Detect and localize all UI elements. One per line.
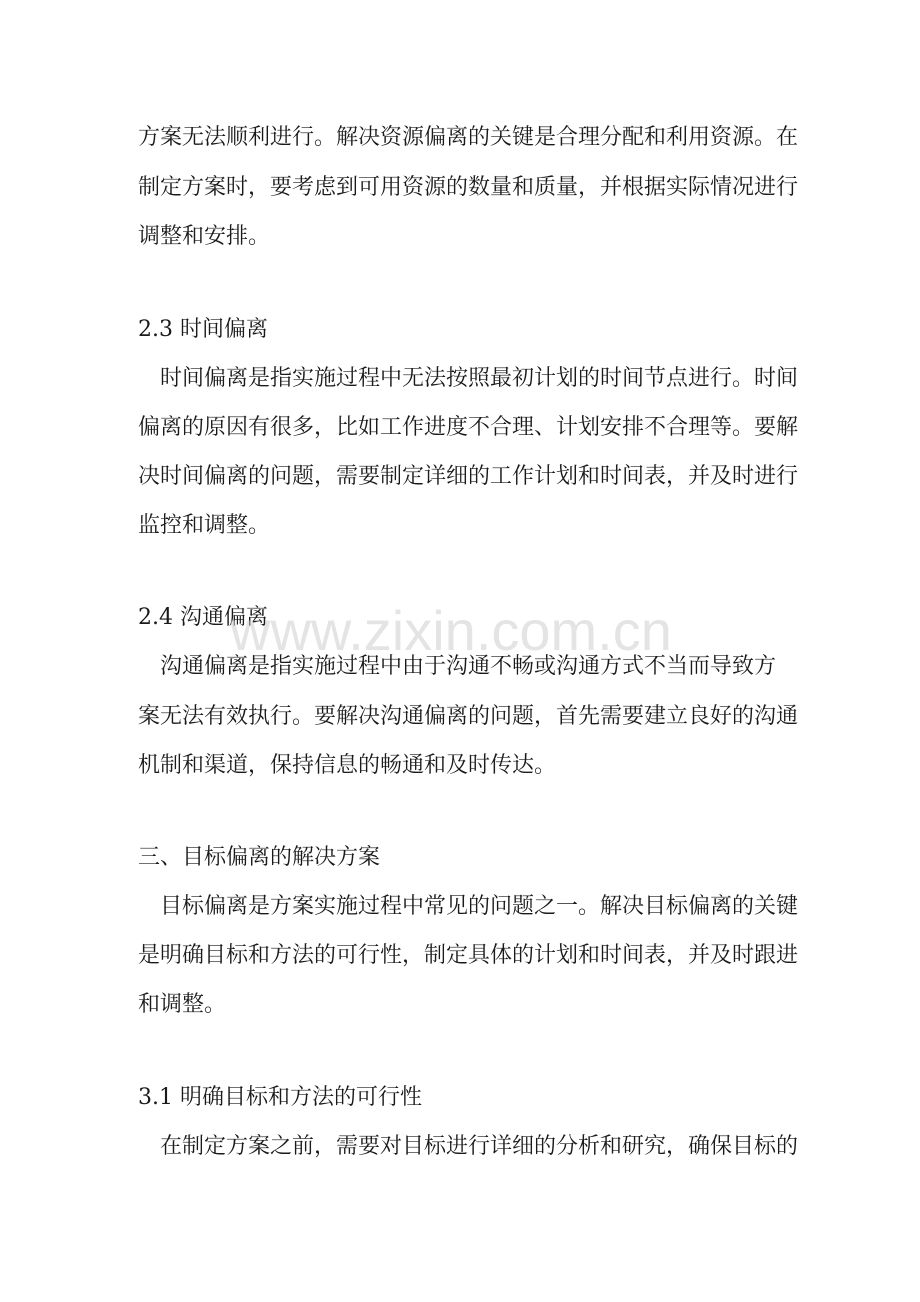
paragraph-line: 决时间偏离的问题，需要制定详细的工作计划和时间表，并及时进行 xyxy=(138,464,799,489)
paragraph-line: 沟通偏离是指实施过程中由于沟通不畅或沟通方式不当而导致方 xyxy=(160,654,777,679)
paragraph-line: 方案无法顺利进行。解决资源偏离的关键是合理分配和利用资源。在 xyxy=(138,125,799,150)
paragraph-line: 和调整。 xyxy=(138,992,227,1017)
paragraph-line: 在制定方案之前，需要对目标进行详细的分析和研究，确保目标的 xyxy=(160,1134,799,1159)
watermark: www.zixin.com.cn xyxy=(230,599,672,662)
paragraph-line: 机制和渠道，保持信息的畅通和及时传达。 xyxy=(138,753,557,778)
paragraph-line: 案无法有效执行。要解决沟通偏离的问题，首先需要建立良好的沟通 xyxy=(138,704,799,729)
section-heading: 3.1 明确目标和方法的可行性 xyxy=(138,1085,422,1110)
paragraph-line: 监控和调整。 xyxy=(138,513,271,538)
paragraph-line: 调整和安排。 xyxy=(138,224,271,249)
section-heading: 2.3 时间偏离 xyxy=(138,317,268,342)
paragraph-line: 制定方案时，要考虑到可用资源的数量和质量，并根据实际情况进行 xyxy=(138,175,799,200)
paragraph-line: 偏离的原因有很多，比如工作进度不合理、计划安排不合理等。要解 xyxy=(138,415,799,440)
paragraph-line: 是明确目标和方法的可行性，制定具体的计划和时间表，并及时跟进 xyxy=(138,943,799,968)
paragraph-line: 目标偏离是方案实施过程中常见的问题之一。解决目标偏离的关键 xyxy=(160,894,799,919)
section-heading: 三、目标偏离的解决方案 xyxy=(138,845,381,870)
section-heading: 2.4 沟通偏离 xyxy=(138,605,268,630)
paragraph-line: 时间偏离是指实施过程中无法按照最初计划的时间节点进行。时间 xyxy=(160,366,799,391)
